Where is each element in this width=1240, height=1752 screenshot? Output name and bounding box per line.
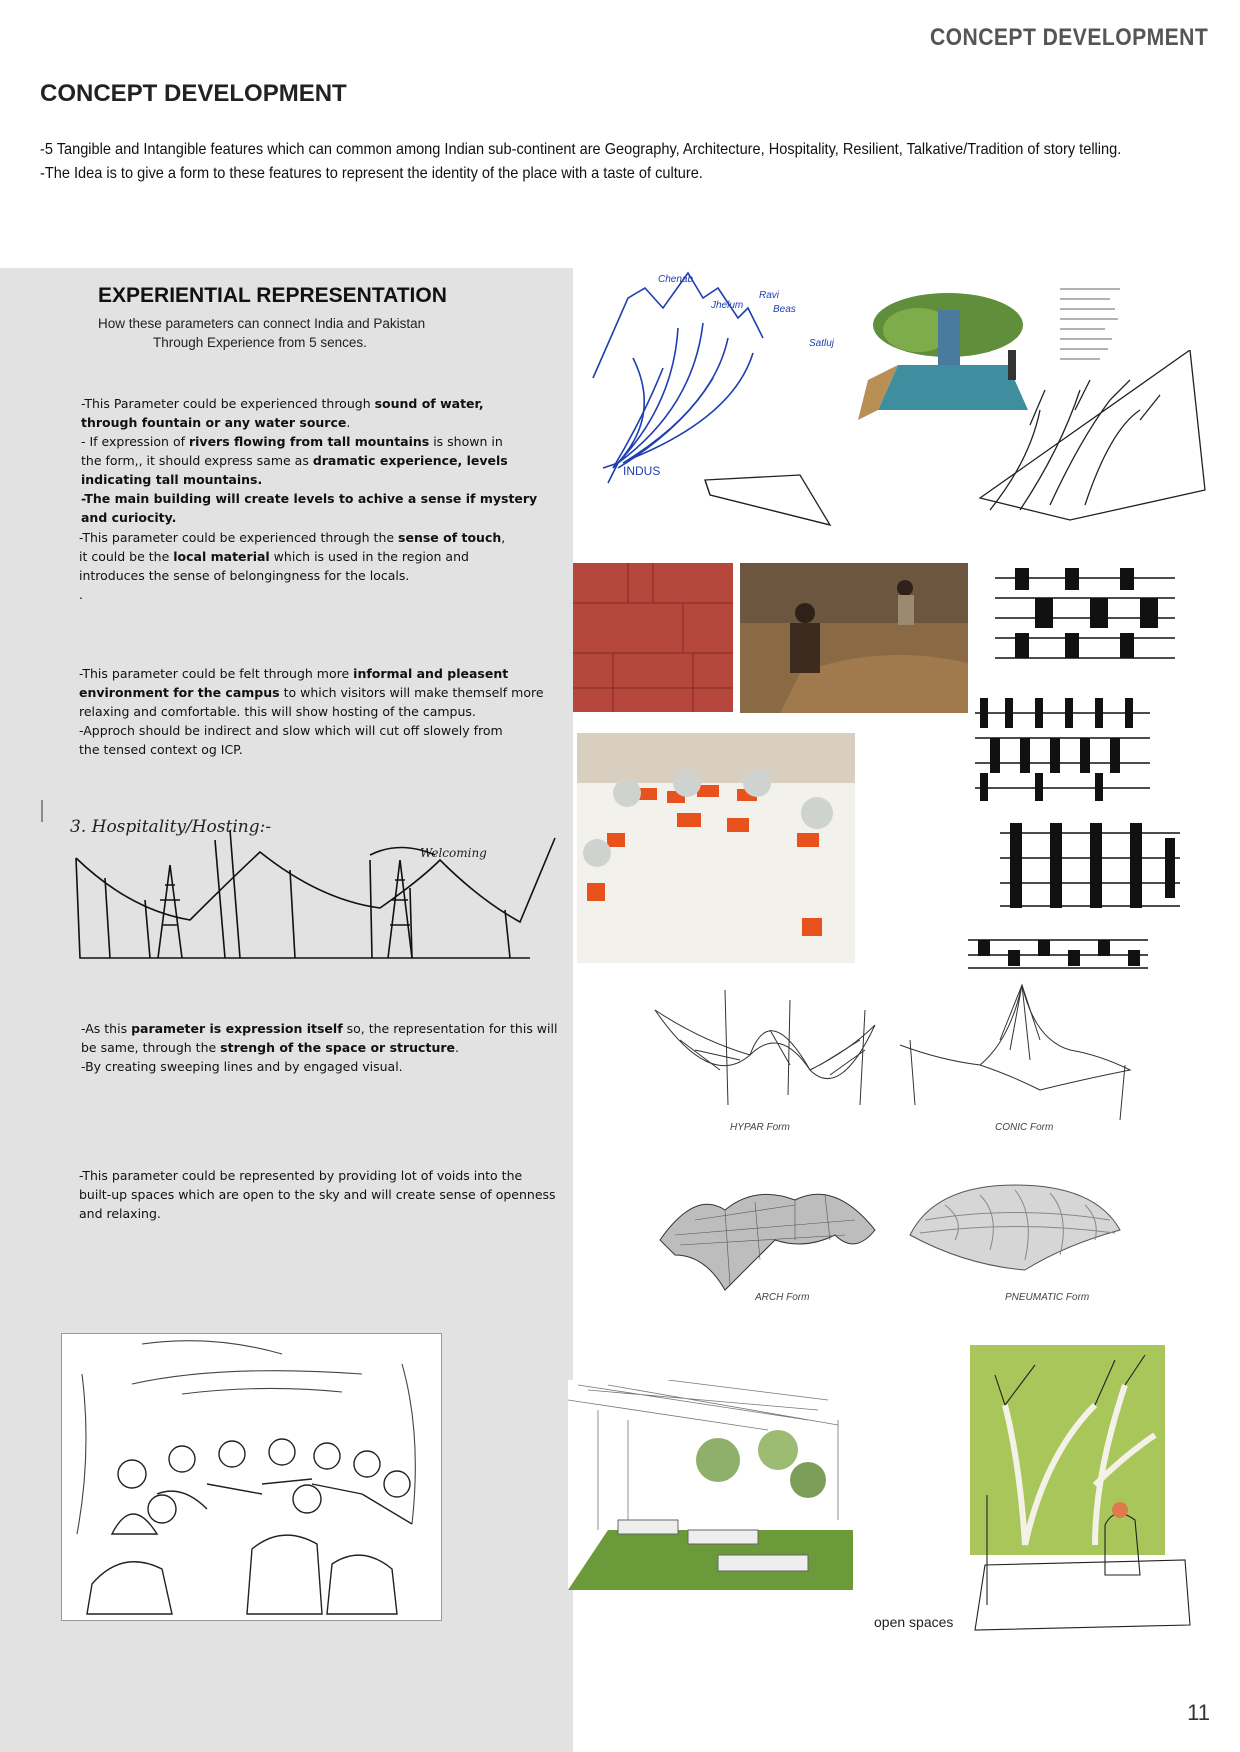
river-label-beas: Beas bbox=[773, 304, 796, 315]
plaza-rendering bbox=[577, 733, 855, 963]
brick-jali-pattern-3 bbox=[1000, 818, 1185, 913]
caption-pneumatic: PNEUMATIC Form bbox=[1005, 1292, 1090, 1303]
paragraph-hospitality: -This parameter could be felt through more informal and pleasent environment for the campus to which visitors will make themself more relaxing and comfortable. this will show hosting of the campus. -Approch should be indirect and slow which will cut off slowely from the tensed context og ICP. bbox=[79, 666, 544, 757]
brick-jali-pattern-2 bbox=[975, 693, 1155, 803]
river-label-satluj: Satluj bbox=[809, 338, 835, 349]
open-spaces-label: open spaces bbox=[874, 1614, 954, 1630]
storytelling-sketch bbox=[61, 1333, 442, 1621]
open-space-sketch-1 bbox=[568, 1380, 853, 1590]
running-header: CONCEPT DEVELOPMENT bbox=[929, 24, 1208, 51]
open-space-sketch-2 bbox=[965, 1345, 1205, 1645]
panel-title: EXPERIENTIAL REPRESENTATION bbox=[98, 284, 447, 307]
paragraph-expression: -As this parameter is expression itself so, the representation for this will be same, through the strengh of the space or structure. -By creating sweeping lines and by engaged visual. bbox=[81, 1021, 558, 1074]
river-label-chenab: Chenab bbox=[658, 274, 694, 285]
intro-line-1: -5 Tangible and Intangible features which can common among Indian sub-continent are Geography, Architecture, Hospitality, Resilient, Talkative/Tradition of story telling. bbox=[40, 141, 1122, 158]
hospitality-sketch bbox=[40, 800, 560, 970]
conic-form-model bbox=[890, 980, 1140, 1135]
paragraph-water: -This Parameter could be experienced through sound of water, through fountain or any water source. - If expression of rivers flowing from tall mountains is shown in the form,, it should express same as dramatic experience, levels indicating tall mountains. -The main building will create levels to achive a sense if mystery and curiocity. bbox=[81, 396, 538, 525]
page-number: 11 bbox=[1187, 1700, 1210, 1725]
page-title: CONCEPT DEVELOPMENT bbox=[40, 80, 347, 107]
river-label-jhelum: Jhelum bbox=[711, 300, 744, 311]
panel-subtitle-2: Through Experience from 5 sences. bbox=[153, 335, 367, 350]
pneumatic-form-model bbox=[905, 1175, 1130, 1305]
paragraph-touch: -This parameter could be experienced through the sense of touch, it could be the local material which is used in the region and introduces the sense of belongingness for the locals. . bbox=[79, 530, 506, 602]
river-label-indus: INDUS bbox=[623, 464, 661, 478]
panel-subtitle-1: How these parameters can connect India and Pakistan bbox=[98, 316, 426, 331]
paragraph-openness: -This parameter could be represented by providing lot of voids into the built-up spaces which are open to the sky and will create sense of openness and relaxing. bbox=[79, 1168, 556, 1221]
mountain-form-sketch bbox=[700, 350, 1210, 550]
mud-construction-photo bbox=[740, 563, 968, 713]
sketch-hosp-label: 3. Hospitality/Hosting:- bbox=[70, 817, 272, 837]
caption-arch: ARCH Form bbox=[755, 1292, 810, 1303]
caption-conic: CONIC Form bbox=[995, 1122, 1054, 1133]
brick-jali-pattern-1 bbox=[990, 563, 1180, 673]
intro-line-2: -The Idea is to give a form to these features to represent the identity of the place with a taste of culture. bbox=[40, 165, 703, 182]
intro-text bbox=[40, 138, 1122, 186]
river-label-ravi: Ravi bbox=[759, 290, 780, 301]
caption-hypar: HYPAR Form bbox=[730, 1122, 790, 1133]
red-stone-texture bbox=[573, 563, 733, 712]
hypar-form-model bbox=[650, 980, 880, 1135]
arch-form-model bbox=[655, 1180, 885, 1305]
sketch-hosp-note: Welcoming bbox=[420, 846, 487, 860]
brick-jali-pattern-4 bbox=[968, 930, 1153, 975]
